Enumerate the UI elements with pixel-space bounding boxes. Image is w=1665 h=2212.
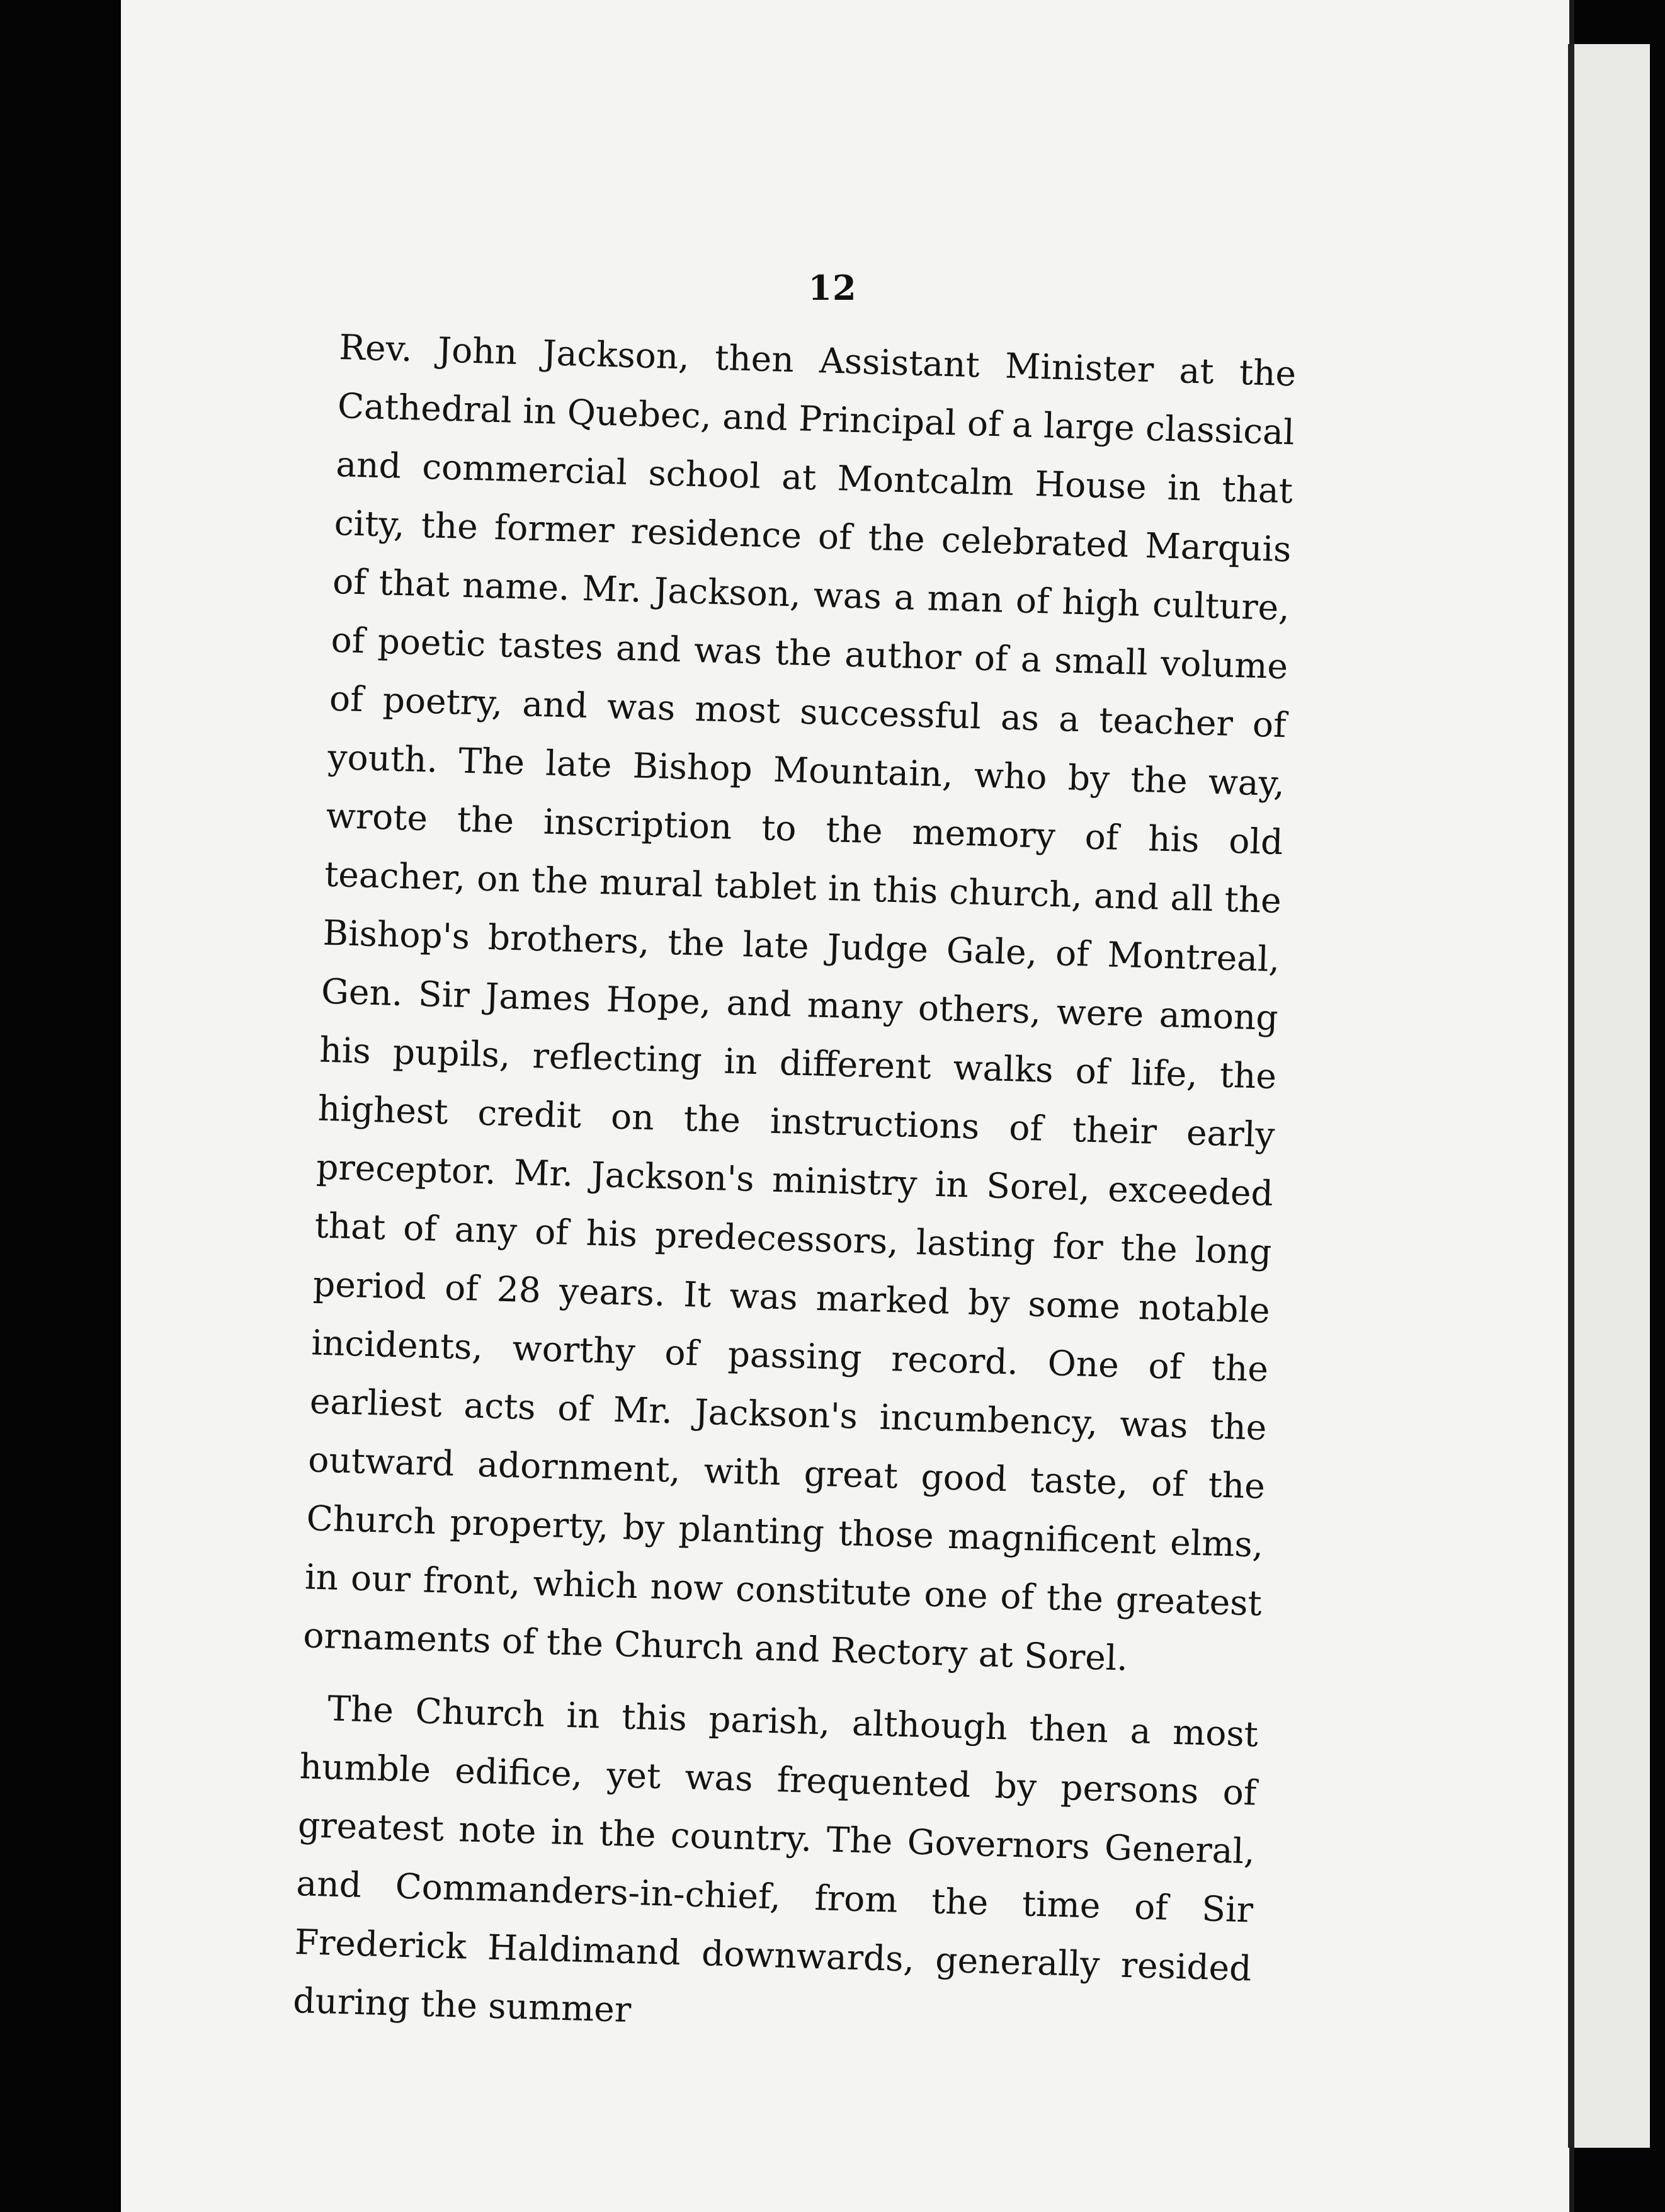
body-text (292, 318, 1297, 2056)
page-number: 12 (808, 268, 857, 308)
paragraph-1: Rev. John Jackson, then Assistant Minister at the Cathedral in Quebec, and Principal of a large classical and commercial school at Montcalm House in that city, the former residence of the celebrated Marquis of that name. Mr. Jackson, was a man of high culture, of poetic tastes and was the author of a small volume of poetry, and was most successful as a teacher of youth. The late Bishop Mountain, who by the way, wrote the inscription to the memory of his old teacher, on the mural tablet in this church, and all the Bishop's brothers, the late Judge Gale, of Montreal, Gen. Sir James Hope, and many others, were among his pupils, reflecting in different walks of life, the highest credit on the instructions of their early preceptor. Mr. Jackson's ministry in Sorel, exceeded that of any of his predecessors, lasting for the long period of 28 years. It was marked by some notable incidents, worthy of passing record. One of the earliest acts of Mr. Jackson's incumbency, was the outward adornment, with great good taste, of the Church property, by planting those magnificent elms, in our front, which now constitute one of the greatest ornaments of the Church and Rectory at Sorel. (302, 326, 1297, 1679)
facing-page-edge (1568, 44, 1650, 2148)
paragraph-2: The Church in this parish, although then a most humble edifice, yet was frequented by persons of greatest note in the country. The Governors General, and Commanders-in-chief, from the time of Sir Frederick Haldimand downwards, generally resided during the summer (292, 1688, 1259, 2030)
